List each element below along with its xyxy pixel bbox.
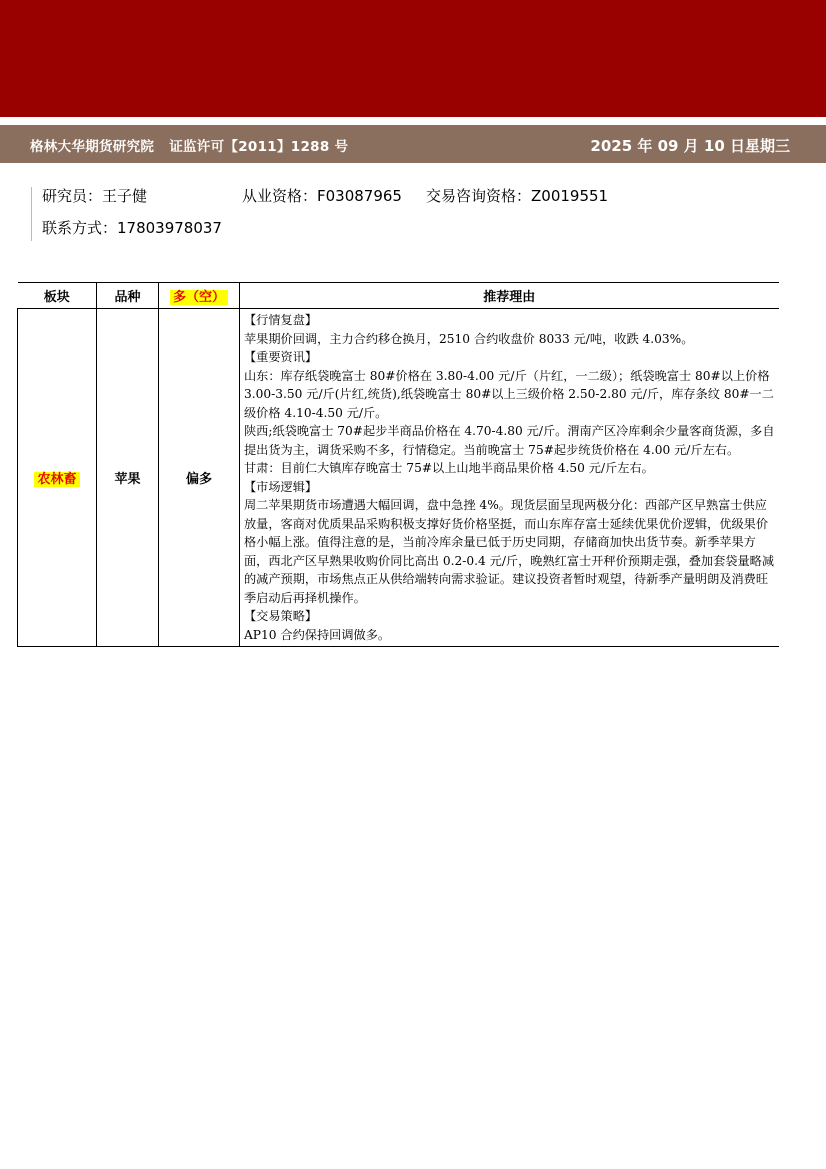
org-license <box>30 135 348 155</box>
reason-text-review: 苹果期价回调，主力合约移仓换月，2510 合约收盘价 8033 元/吨，收跌 4.03%。 <box>244 331 694 346</box>
header-reason: 推荐理由 <box>240 283 779 309</box>
cell-sector <box>18 309 97 647</box>
header-subbar <box>0 125 826 163</box>
cell-reason <box>240 309 779 647</box>
reason-text-strategy: AP10 合约保持回调做多。 <box>244 627 391 642</box>
header-divider <box>0 117 826 125</box>
reason-heading-review: 【行情复盘】 <box>244 313 318 327</box>
researcher-consult: 交易咨询资格：Z0019551 <box>426 187 609 205</box>
reason-heading-news: 【重要资讯】 <box>244 350 318 364</box>
header-variety: 品种 <box>97 283 159 309</box>
reason-heading-strategy: 【交易策略】 <box>244 609 318 623</box>
reason-text-shandong: 山东：库存纸袋晚富士 80#价格在 3.80-4.00 元/斤（片红，一二级）；纸袋晚富士 80#以上价格 3.00-3.50 元/斤(片红,统货),纸袋晚富士 80#以上三级价格 2.50-2.80 元/斤，库存条纹 80#一二级价格 4.10-4.50 元/斤。 <box>244 368 774 420</box>
reason-text-gansu: 甘肃：目前仁大镇库存晚富士 75#以上山地半商品果价格 4.50 元/斤左右。 <box>244 461 654 475</box>
info-rule <box>31 187 32 241</box>
reason-text-shaanxi: 陕西;纸袋晚富士 70#起步半商品价格在 4.70-4.80 元/斤。渭南产区冷库剩余少量客商货源，多自提出货为主，调货采购不多，行情稳定。当前晚富士 75#起步统货价格在 4.00 元/斤左右。 <box>244 424 775 457</box>
reason-heading-logic: 【市场逻辑】 <box>244 479 318 494</box>
sector-label: 农林畜 <box>34 472 79 487</box>
table-row <box>18 309 779 647</box>
header-sector: 板块 <box>18 283 97 309</box>
org-name: 格林大华期货研究院 <box>30 139 155 155</box>
cell-direction: 偏多 <box>159 309 240 647</box>
cell-variety: 苹果 <box>97 309 159 647</box>
researcher-contact: 联系方式：17803978037 <box>42 219 222 237</box>
reason-text-logic: 周二苹果期货市场遭遇大幅回调，盘中急挫 4%。现货层面呈现两极分化：西部产区早熟富士供应放量，客商对优质果品采购积极支撑好货价格坚挺，而山东库存富士延续优果优价逻辑，优级果价格小幅上涨。值得注意的是，当前冷库余量已低于历史同期，存储商加快出货节奏。新季苹果方面，西北产区早熟果收购价同比高出 0.2-0.4 元/斤，晚熟红富士开秤价预期走强，叠加套袋量略减的减产预期，市场焦点正从供给端转向需求验证。建议投资者暂时观望，待新季产量明朗及消费旺季启动后再择机操作。 <box>244 498 775 605</box>
researcher-qualification: 从业资格：F03087965 <box>242 187 402 205</box>
report-date: 2025 年 09 月 10 日星期三 <box>590 137 790 155</box>
recommendation-table <box>17 282 779 647</box>
header-banner <box>0 0 826 117</box>
license-number: 证监许可【2011】1288 号 <box>169 139 349 155</box>
header-direction <box>159 283 240 309</box>
researcher-name: 研究员：王子健 <box>42 187 148 205</box>
header-direction-label: 多（空） <box>170 290 228 305</box>
table-header-row <box>18 283 779 309</box>
